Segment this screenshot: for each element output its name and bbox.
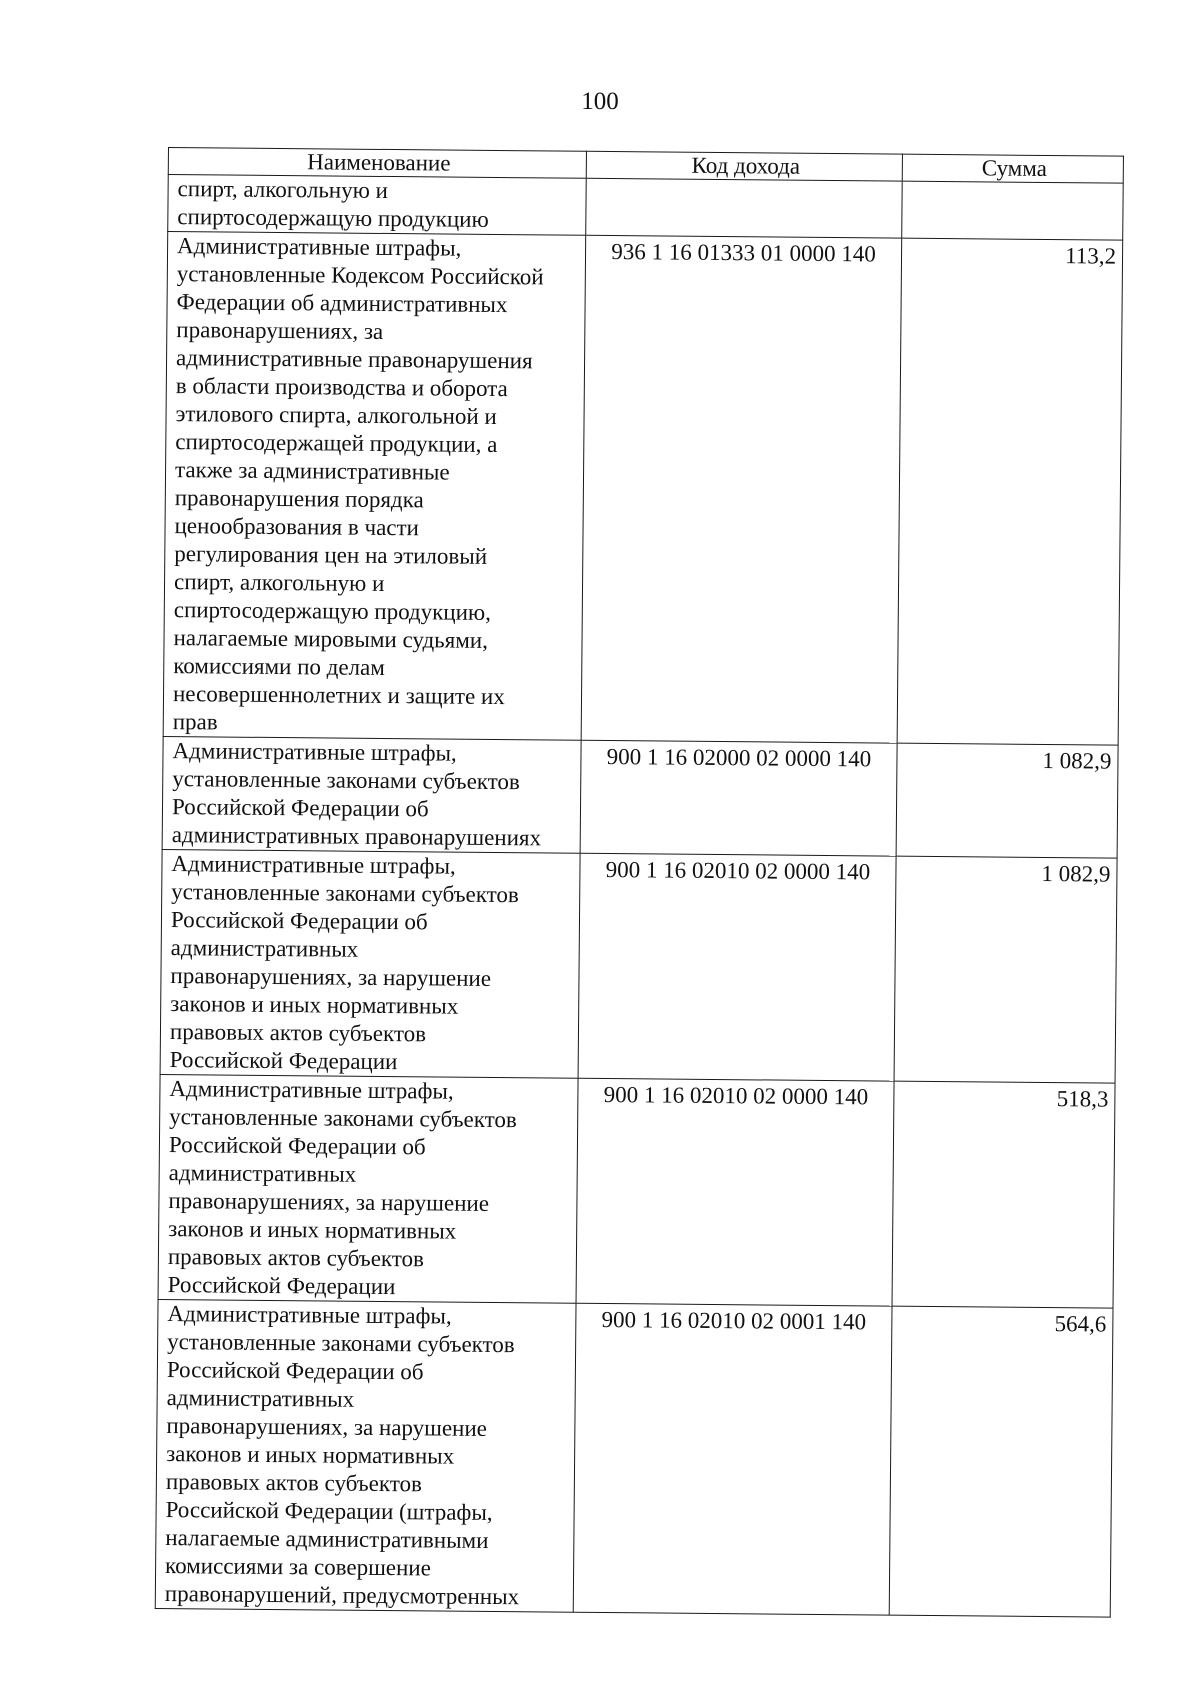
row-name: Административные штрафы, установленные законами субъектов Российской Федерации об административных правонарушениях [162,736,581,853]
row-sum: 113,2 [897,238,1123,745]
row-sum: 1 082,9 [894,856,1117,1083]
row-code: 936 1 16 01333 01 0000 140 [581,235,902,743]
row-sum: 518,3 [892,1081,1115,1308]
row-code [586,178,903,238]
row-code: 900 1 16 02010 02 0000 140 [578,853,896,1081]
row-sum [902,181,1124,240]
row-name: Административные штрафы, установленные Кодексом Российской Федерации об административных правонарушениях, за административные правонарушения в области производства и оборота этилового спирта, алкогольной и спиртосодержащей продукции, а также за административные правонарушения порядка ценообразования в части регулирования цен на этиловый спирт, алкогольную и спиртосодержащую продукцию, налагаемые мировыми судьями, комиссиями по делам несовершеннолетних и защите их прав [163,232,586,741]
table-row [162,736,1118,858]
row-name: Административные штрафы, установленные законами субъектов Российской Федерации об административных правонарушениях, за нарушение законов и иных нормативных правовых актов субъектов Российской Федерации (штрафы, налагаемые административными комиссиями за совершение правонарушений, предусмотренных [155,1299,576,1612]
row-code: 900 1 16 02010 02 0001 140 [573,1303,892,1615]
header-code: Код дохода [586,151,902,181]
table-row [168,175,1123,241]
table-row [160,849,1117,1083]
row-name: спирт, алкогольную и спиртосодержащую продукцию [168,175,587,236]
page-number: 100 [581,88,619,115]
row-code: 900 1 16 02000 02 0000 140 [580,740,897,856]
header-sum: Сумма [902,154,1123,183]
row-name: Административные штрафы, установленные законами субъектов Российской Федерации об административных правонарушениях, за нарушение законов и иных нормативных правовых актов субъектов Российской Федерации [158,1074,578,1303]
row-name: Административные штрафы, установленные законами субъектов Российской Федерации об административных правонарушениях, за нарушение законов и иных нормативных правовых актов субъектов Российской Федерации [160,849,580,1078]
table-row [163,232,1123,746]
row-code: 900 1 16 02010 02 0000 140 [576,1078,894,1306]
document-sheet [155,147,1123,1618]
table-row [158,1074,1115,1308]
header-name: Наименование [168,148,586,179]
revenue-table [155,147,1124,1618]
table-row [155,1299,1113,1617]
row-sum: 564,6 [889,1306,1113,1617]
row-sum: 1 082,9 [896,743,1118,858]
